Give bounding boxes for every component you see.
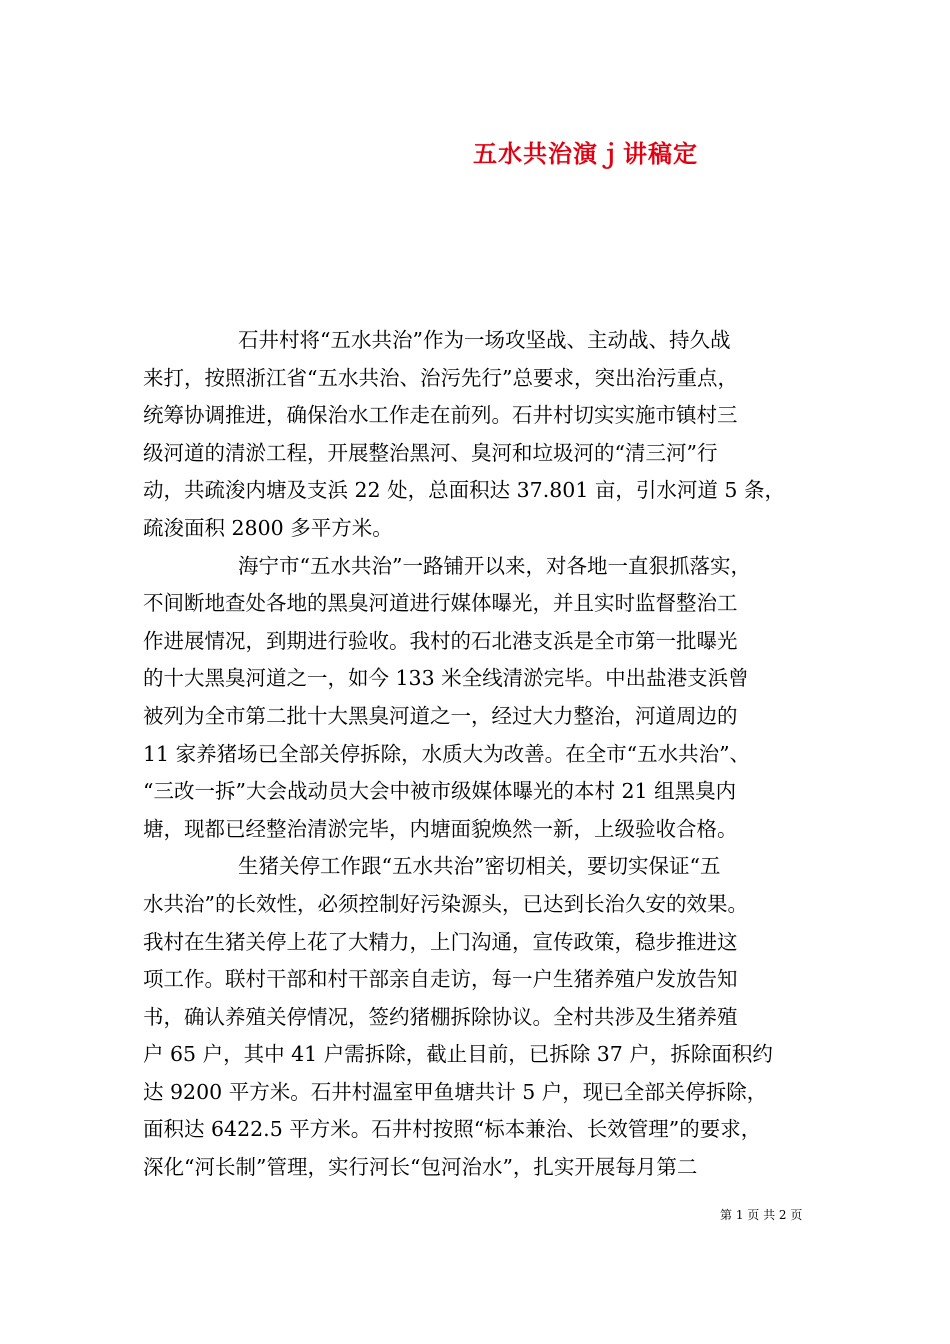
text-line: 来打，按照浙江省“五水共治、治污先行”总要求，突出治污重点， — [143, 365, 738, 390]
text-line: 石井村将“五水共治”作为一场攻坚战、主动战、持久战 — [238, 328, 731, 352]
text-line: 统筹协调推进，确保治水工作走在前列。石井村切实实施市镇村三 — [143, 403, 738, 428]
paragraph-2 — [143, 548, 823, 849]
paragraph-1 — [143, 322, 823, 548]
paragraph-3 — [143, 848, 823, 1186]
text-line: 水共治”的长效性，必须控制好污染源头，已达到长治久安的效果。 — [143, 891, 748, 916]
text-line: 动，共疏浚内塘及支浜 22 处，总面积达 37.801 亩，引水河道 5 条， — [143, 478, 785, 503]
document-title: 五水共治演ｊ讲稿定 — [473, 139, 698, 168]
text-line: 疏浚面积 2800 多平方米。 — [143, 515, 393, 540]
text-line: 户 65 户，其中 41 户需拆除，截止目前，已拆除 37 户，拆除面积约 — [143, 1042, 773, 1067]
page-number: 第 1 页 共 2 页 — [720, 1208, 803, 1222]
text-line: 被列为全市第二批十大黑臭河道之一，经过大力整治，河道周边的 — [143, 703, 738, 728]
text-line: 书，确认养殖关停情况，签约猪棚拆除协议。全村共涉及生猪养殖 — [143, 1004, 738, 1029]
text-line: 作进展情况，到期进行验收。我村的石北港支浜是全市第一批曝光 — [143, 628, 738, 653]
text-line: 生猪关停工作跟“五水共治”密切相关，要切实保证“五 — [238, 854, 721, 879]
text-line: 塘，现都已经整治清淤完毕，内塘面貌焕然一新，上级验收合格。 — [143, 816, 738, 841]
text-line: 面积达 6422.5 平方米。石井村按照“标本兼治、长效管理”的要求， — [143, 1117, 762, 1142]
text-line: 海宁市“五水共治”一路铺开以来，对各地一直狠抓落实， — [238, 553, 751, 578]
text-line: 的十大黑臭河道之一，如今 133 米全线清淤完毕。中出盐港支浜曾 — [143, 666, 749, 691]
text-line: 深化“河长制”管理，实行河长“包河治水”，扎实开展每月第二 — [143, 1155, 698, 1180]
document-body — [143, 322, 823, 1187]
text-line: 项工作。联村干部和村干部亲自走访，每一户生猪养殖户发放告知 — [143, 967, 738, 992]
text-line: 不间断地查处各地的黑臭河道进行媒体曝光，并且实时监督整治工 — [143, 591, 738, 616]
text-line: 11 家养猪场已全部关停拆除，水质大为改善。在全市“五水共治”、 — [143, 741, 751, 766]
text-line: “三改一拆”大会战动员大会中被市级媒体曝光的本村 21 组黑臭内 — [143, 779, 737, 804]
text-line: 达 9200 平方米。石井村温室甲鱼塘共计 5 户，现已全部关停拆除， — [143, 1079, 768, 1104]
text-line: 我村在生猪关停上花了大精力，上门沟通，宣传政策，稳步推进这 — [143, 929, 738, 954]
text-line: 级河道的清淤工程，开展整治黑河、臭河和垃圾河的“清三河”行 — [143, 440, 718, 465]
